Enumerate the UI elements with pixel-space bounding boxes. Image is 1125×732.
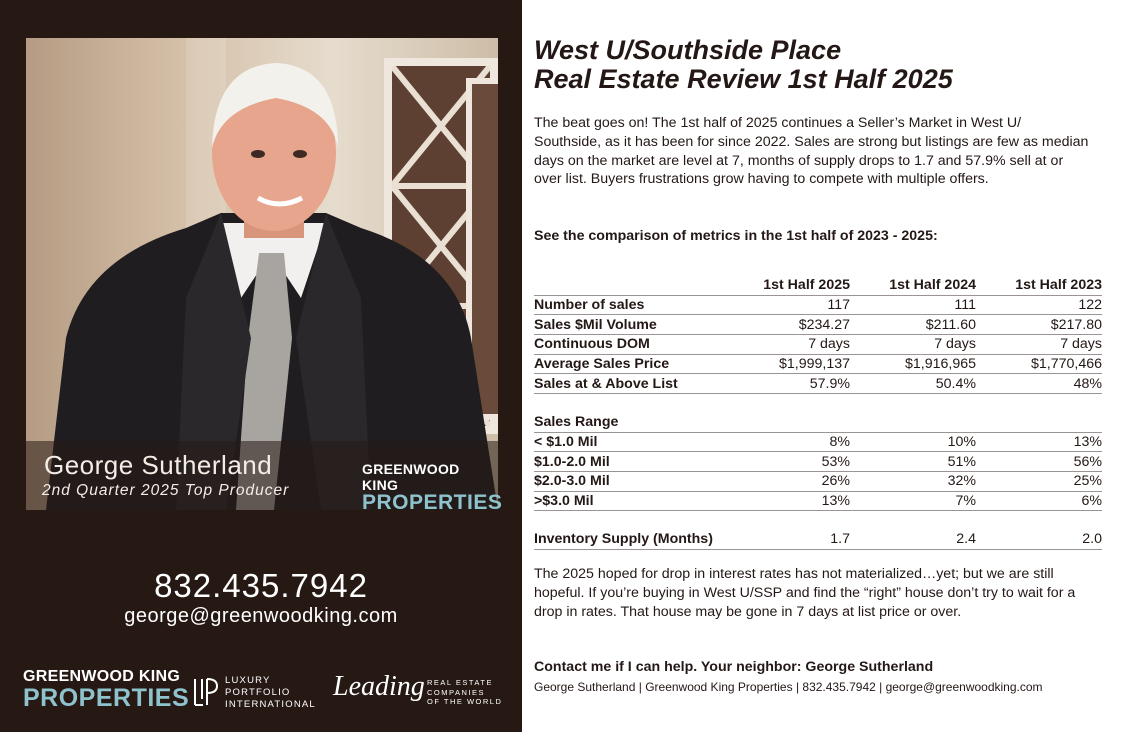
- row-label: Number of sales: [534, 295, 724, 315]
- cell-value: 50.4%: [850, 374, 976, 394]
- column-header: 1st Half 2025: [724, 276, 850, 295]
- leading-logo-subtext: [427, 678, 502, 707]
- agent-photo: [26, 38, 498, 510]
- table-row: [534, 491, 1102, 511]
- leading-line: REAL ESTATE: [427, 678, 493, 687]
- lpi-line: LUXURY: [225, 675, 271, 686]
- table-header-spacer: [534, 276, 724, 295]
- leading-line: OF THE WORLD: [427, 697, 503, 706]
- row-label: $2.0-3.0 Mil: [534, 471, 724, 491]
- table-row: [534, 452, 1102, 472]
- cell-value: 122: [976, 295, 1102, 315]
- cell-value: 53%: [724, 452, 850, 472]
- cell-value: 57.9%: [724, 374, 850, 394]
- row-label: Inventory Supply (Months): [534, 530, 724, 549]
- cell-value: 2.0: [976, 530, 1102, 549]
- table-spacer-row: [534, 394, 1102, 413]
- cell-value: 7%: [850, 491, 976, 511]
- spacer-cell: [534, 511, 1102, 530]
- spacer-cell: [534, 394, 1102, 413]
- cell-value: 13%: [724, 491, 850, 511]
- column-header: 1st Half 2024: [850, 276, 976, 295]
- cell-value: 26%: [724, 471, 850, 491]
- cell-value: $211.60: [850, 315, 976, 335]
- table-row: [534, 354, 1102, 374]
- cell-value: 7 days: [850, 335, 976, 355]
- cell-value: 2.4: [850, 530, 976, 549]
- brand-logo-line1: GREENWOOD KING: [362, 461, 460, 493]
- cell-value: 117: [724, 295, 850, 315]
- brand-logo-large-line2: PROPERTIES: [23, 684, 190, 712]
- cell-value: $1,916,965: [850, 354, 976, 374]
- cell-value: 111: [850, 295, 976, 315]
- table-spacer-row: [534, 511, 1102, 530]
- agent-name: George Sutherland: [44, 450, 273, 480]
- cell-value: 6%: [976, 491, 1102, 511]
- table-row: [534, 471, 1102, 491]
- table-row: [534, 335, 1102, 355]
- agent-title: 2nd Quarter 2025 Top Producer: [42, 482, 290, 499]
- cell-value: 8%: [724, 432, 850, 452]
- comparison-heading: See the comparison of metrics in the 1st half of 2023 - 2025:: [534, 228, 938, 244]
- section-heading-row: [534, 413, 1102, 432]
- brand-logo-small: [362, 461, 503, 515]
- cell-value: $1,770,466: [976, 354, 1102, 374]
- cell-value: $234.27: [724, 315, 850, 335]
- row-label: < $1.0 Mil: [534, 432, 724, 452]
- cell-value: 56%: [976, 452, 1102, 472]
- cell-value: 1.7: [724, 530, 850, 549]
- cell-value: 51%: [850, 452, 976, 472]
- brand-logo-large-line1: GREENWOOD KING: [23, 668, 181, 685]
- cell-value: 7 days: [724, 335, 850, 355]
- review-title: [534, 36, 953, 94]
- cell-value: $1,999,137: [724, 354, 850, 374]
- range-heading: Sales Range: [534, 413, 1102, 432]
- review-title-line1: West U/Southside Place: [534, 35, 842, 65]
- table-row: [534, 315, 1102, 335]
- row-label: Average Sales Price: [534, 354, 724, 374]
- table-row: [534, 432, 1102, 452]
- agent-portrait: [26, 38, 498, 510]
- row-label: >$3.0 Mil: [534, 491, 724, 511]
- closing-paragraph: The 2025 hoped for drop in interest rates has not materialized…yet; but we are still hopeful. If you’re buying in West U/SSP and find the “right” house don’t try to wait for a drop in rates. That house may be gone in 7 days at list price or over.: [534, 566, 1076, 620]
- agent-email: george@greenwoodking.com: [124, 605, 398, 627]
- leading-line: COMPANIES: [427, 687, 485, 697]
- lpi-logo-icon: [192, 677, 218, 707]
- cell-value: 10%: [850, 432, 976, 452]
- cell-value: $217.80: [976, 315, 1102, 335]
- metrics-table: [534, 276, 1102, 550]
- table-row: [534, 530, 1102, 549]
- table-row: [534, 374, 1102, 394]
- table-header-row: [534, 276, 1102, 295]
- contact-details: George Sutherland | Greenwood King Properties | 832.435.7942 | george@greenwoodking.com: [534, 680, 1043, 694]
- cell-value: 48%: [976, 374, 1102, 394]
- table-row: [534, 295, 1102, 315]
- intro-paragraph: The beat goes on! The 1st half of 2025 continues a Seller’s Market in West U/ Southside, as it has been for since 2022. Sales are strong but listings are few as median days on the market are level at 7, months of supply drops to 1.7 and 57.9% sell at or over list. Buyers frustrations grow having to compete with multiple offers.: [534, 115, 1089, 188]
- brand-logo-line2: PROPERTIES: [362, 491, 503, 514]
- cell-value: 13%: [976, 432, 1102, 452]
- contact-heading: Contact me if I can help. Your neighbor: George Sutherland: [534, 659, 934, 675]
- row-label: Sales $Mil Volume: [534, 315, 724, 335]
- cell-value: 25%: [976, 471, 1102, 491]
- review-title-line2: Real Estate Review 1st Half 2025: [534, 64, 953, 94]
- row-label: $1.0-2.0 Mil: [534, 452, 724, 472]
- agent-phone: 832.435.7942: [154, 567, 368, 604]
- lpi-line: INTERNATIONAL: [225, 699, 316, 710]
- row-label: Sales at & Above List: [534, 374, 724, 394]
- leading-logo: Leading: [333, 671, 425, 702]
- column-header: 1st Half 2023: [976, 276, 1102, 295]
- left-panel: [0, 0, 522, 732]
- brand-logo-large: [23, 668, 189, 713]
- cell-value: 32%: [850, 471, 976, 491]
- lpi-logo-text: [225, 675, 316, 711]
- lpi-line: PORTFOLIO: [225, 687, 291, 698]
- cell-value: 7 days: [976, 335, 1102, 355]
- row-label: Continuous DOM: [534, 335, 724, 355]
